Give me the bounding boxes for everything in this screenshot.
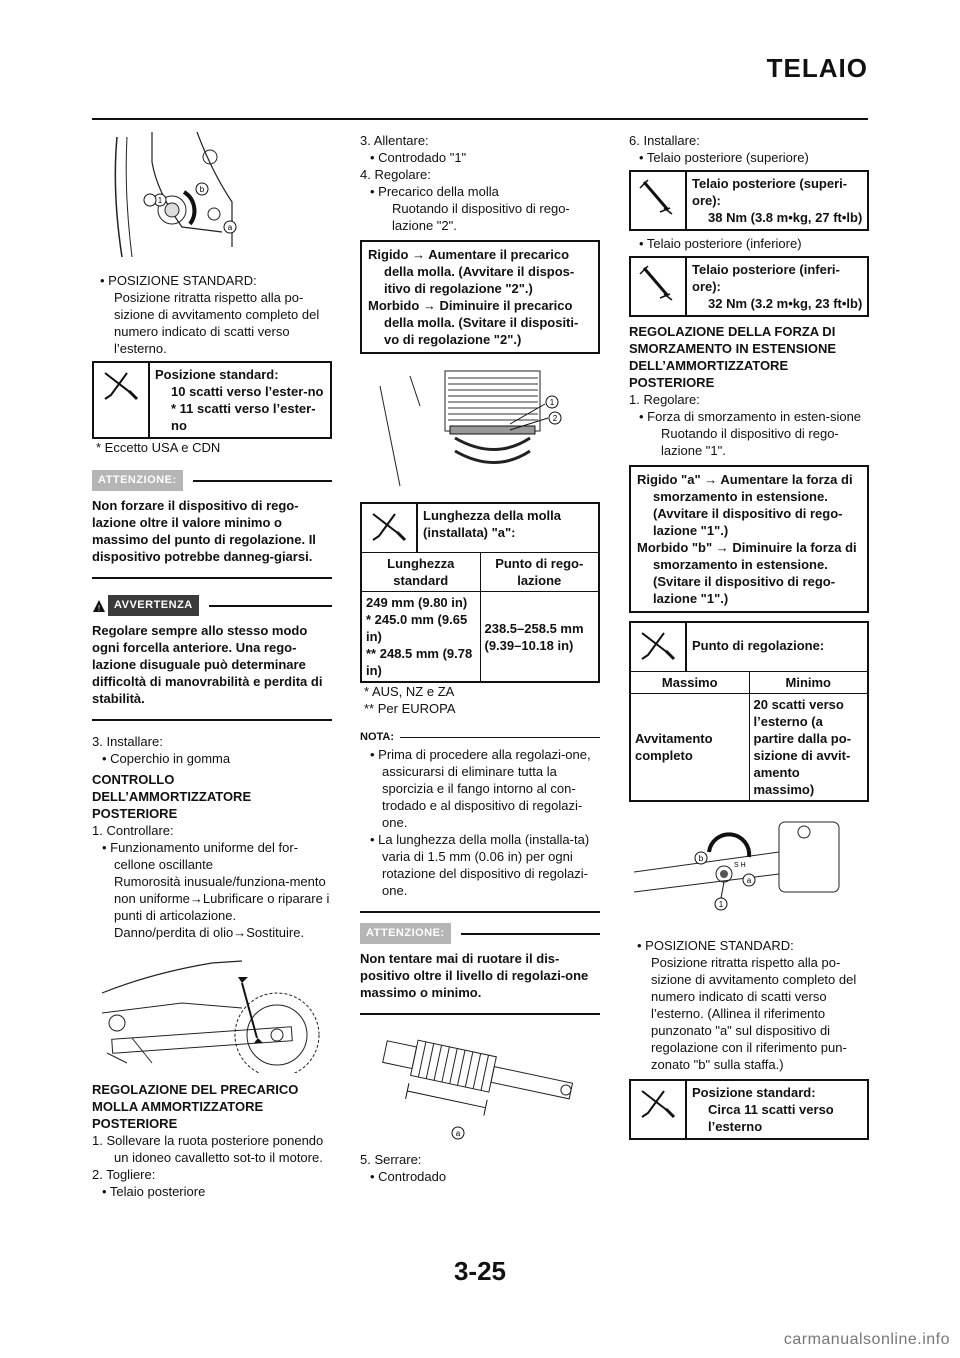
callout: a: [746, 876, 752, 885]
header-rule: [92, 118, 868, 120]
soft-label: Morbido "b": [637, 540, 713, 555]
page-number: 3-25: [453, 1256, 507, 1286]
table-header: Punto di rego-lazione: [480, 553, 598, 592]
warning-tag: AVVERTENZA: [108, 595, 199, 616]
wrench-icon: [362, 504, 418, 552]
soft-text: Diminuire la forza di smorzamento in estensione. (Svitare il dispositivo di rego-lazione "1".): [653, 540, 857, 606]
step-install-item: • Telaio posteriore (superiore): [639, 150, 809, 165]
illustration-shock-spring: [360, 366, 580, 496]
table-header: Lunghezza standard: [362, 553, 480, 592]
step-loosen-item: • Controdado "1": [370, 150, 467, 165]
arrow-icon: →: [189, 891, 203, 906]
check-remedy-2: Sostituire.: [246, 925, 305, 940]
step-loosen: 3. Allentare:: [360, 133, 429, 148]
spec-label: Lunghezza della molla (installata) "a":: [423, 508, 561, 540]
check-condition-2: Danno/perdita di olio: [114, 925, 234, 940]
wrench-icon: [94, 363, 150, 437]
callout: b: [698, 854, 704, 863]
callout: b: [199, 185, 205, 194]
svg-text:!: !: [97, 603, 101, 613]
illustration-front-fork-adjuster: [92, 132, 242, 262]
torque-wrench-icon: [631, 172, 687, 229]
spring-length-table: [362, 553, 598, 681]
callout: 1: [718, 900, 724, 909]
step-tighten-item: • Controdado: [370, 1169, 447, 1184]
arrow-icon: →: [412, 247, 426, 262]
table-header: Massimo: [631, 672, 749, 694]
attention-tag: ATTENZIONE:: [92, 470, 183, 491]
soft-label: Morbido: [368, 298, 420, 313]
wrench-icon: [631, 1081, 687, 1138]
spec-box-standard-position: [629, 1079, 869, 1140]
section-heading-rebound-damping: REGOLAZIONE DELLA FORZA DI SMORZAMENTO IN ESTENSIONE DELL’AMMORTIZZATORE POSTERIORE: [629, 324, 837, 390]
spec-footnote: * Eccetto USA e CDN: [96, 440, 221, 455]
arrow-icon: →: [422, 298, 436, 313]
preload-adjustment-box: [360, 240, 600, 354]
note-item: • La lunghezza della molla (installa-ta) varia di 1.5 mm (0.06 in) per ogni rotazione del dispositivo di regolazi-one.: [370, 832, 590, 898]
arrow-icon: →: [715, 540, 729, 555]
step-check-item: • Funzionamento uniforme del for-cellone oscillante: [102, 840, 299, 872]
warning-triangle-icon: [92, 599, 106, 613]
standard-position-text: Posizione ritratta rispetto alla po-sizione di avvitamento completo del numero indicato di scatti verso l’esterno. (Allinea il riferimento punzonato "a" sul dispositivo di regolazione con il riferimento pun-zonato "b" sulla staffa.): [651, 955, 857, 1072]
spec-box-upper-subframe: [629, 170, 869, 231]
step-remove: 2. Togliere:: [92, 1167, 156, 1182]
step-lift-wheel: 1. Sollevare la ruota posteriore ponendo un idoneo cavalletto sot-to il motore.: [92, 1133, 324, 1165]
soft-text: Diminuire il precarico della molla. (Svitare il dispositi-vo di regolazione "2".): [384, 298, 579, 347]
spec-box-spring-length: [360, 502, 600, 683]
table-cell: Avvitamento completo: [631, 694, 749, 801]
torque-wrench-icon: [631, 258, 687, 315]
spec-label: Telaio posteriore (inferi-ore):: [692, 262, 840, 294]
stiff-label: Rigido "a": [637, 472, 701, 487]
step-adjust-item: • Precarico della molla: [370, 184, 499, 199]
table-cell: 238.5–258.5 mm (9.39–10.18 in): [480, 592, 598, 682]
table-header: Minimo: [749, 672, 867, 694]
callout: 1: [549, 398, 555, 407]
step-adjust: 4. Regolare:: [360, 167, 431, 182]
step-adjust-item: • Forza di smorzamento in esten-sione: [639, 409, 862, 424]
step-remove-item: • Telaio posteriore: [102, 1184, 206, 1199]
arrow-icon: →: [233, 925, 247, 940]
step-install: 3. Installare:: [92, 734, 163, 749]
attention-text: Non tentare mai di ruotare il dis-positivo oltre il livello di regolazi-one massimo o minimo.: [360, 950, 600, 1015]
check-condition-1: Rumorosità inusuale/funziona-mento non uniforme: [114, 874, 326, 906]
step-adjust: 1. Regolare:: [629, 392, 700, 407]
illustration-shock-absorber: [360, 1035, 590, 1145]
table-cell: 20 scatti verso l’esterno (a partire dalla po-sizione di avvit-amento massimo): [749, 694, 867, 801]
warning-header: [92, 595, 332, 616]
stamp-mark: S H: [734, 862, 746, 869]
arrow-icon: →: [704, 472, 718, 487]
spec-footnote: * AUS, NZ e ZA: [364, 684, 455, 699]
illustration-rebound-adjuster: [629, 812, 859, 937]
note-label: NOTA:: [360, 731, 395, 743]
callout: 2: [552, 414, 558, 423]
standard-position-bullet: • POSIZIONE STANDARD:: [100, 273, 257, 288]
check-remedy-1: Lubrificare o riparare i punti di articolazione.: [114, 891, 330, 923]
callout: 1: [157, 196, 163, 205]
section-heading-check-shock: CONTROLLO DELL’AMMORTIZZATORE POSTERIORE: [92, 772, 252, 821]
rebound-adjustment-box: [629, 465, 869, 613]
stiff-label: Rigido: [368, 247, 409, 262]
step-adjust-text: Ruotando il dispositivo di rego-lazione "1".: [661, 426, 839, 458]
column-2: [360, 132, 600, 1185]
spec-footnote: ** Per EUROPA: [364, 701, 456, 716]
callout: a: [455, 1129, 461, 1138]
stiff-text: Aumentare il precarico della molla. (Avvitare il dispos-itivo di regolazione "2".): [384, 247, 575, 296]
spec-value-alt: * 11 scatti verso l’ester-no: [171, 401, 316, 433]
table-cell: 249 mm (9.80 in) * 245.0 mm (9.65 in) ** 248.5 mm (9.78 in): [362, 592, 480, 682]
spec-label: Telaio posteriore (superi-ore):: [692, 176, 848, 208]
step-check: 1. Controllare:: [92, 823, 174, 838]
standard-position-bullet: • POSIZIONE STANDARD:: [637, 938, 794, 953]
callout: a: [227, 223, 233, 232]
spec-value: 10 scatti verso l’ester-no: [171, 384, 324, 399]
note-item: • Prima di procedere alla regolazi-one, assicurarsi di eliminare tutta la sporcizia e il fango intorno al con-trodado e al dispositivo di regolazi-one.: [370, 747, 591, 830]
adjustment-point-table: [631, 672, 867, 800]
spec-value: Circa 11 scatti verso l’esterno: [708, 1102, 834, 1134]
warning-text: Regolare sempre allo stesso modo ogni forcella anteriore. Una rego-lazione disuguale può determinare difficoltà di manovrabilità e perdita di stabilità.: [92, 622, 332, 721]
illustration-swingarm: [92, 953, 332, 1073]
attention-tag: ATTENZIONE:: [360, 923, 451, 944]
attention-header: [92, 470, 332, 491]
watermark: carmanualsonline.info: [783, 1331, 950, 1348]
step-install: 6. Installare:: [629, 133, 700, 148]
spec-box-standard-position: [92, 361, 332, 439]
spec-label: Punto di regolazione:: [692, 638, 825, 653]
note-header: [360, 729, 600, 746]
spec-label: Posizione standard:: [155, 367, 279, 382]
step-install-item: • Coperchio in gomma: [102, 751, 231, 766]
spec-value: 32 Nm (3.2 m•kg, 23 ft•lb): [708, 296, 863, 311]
spec-box-adjustment-point: [629, 621, 869, 802]
spec-box-lower-subframe: [629, 256, 869, 317]
spec-label: Posizione standard:: [692, 1085, 816, 1100]
step-install-item: • Telaio posteriore (inferiore): [639, 236, 802, 251]
standard-position-text: Posizione ritratta rispetto alla po-sizione di avvitamento completo del numero indicato di scatti verso l’esterno.: [114, 290, 320, 356]
attention-text: Non forzare il dispositivo di rego-lazione oltre il valore minimo o massimo del punto di regolazione. Il dispositivo potrebbe danneg-giarsi.: [92, 497, 332, 579]
step-adjust-text: Ruotando il dispositivo di rego-lazione "2".: [392, 201, 570, 233]
column-1: [92, 132, 332, 1200]
section-heading-spring-preload: REGOLAZIONE DEL PRECARICO MOLLA AMMORTIZZATORE POSTERIORE: [92, 1082, 299, 1131]
attention-header: [360, 923, 600, 944]
stiff-text: Aumentare la forza di smorzamento in estensione. (Avvitare il dispositivo di rego-lazione "1".): [653, 472, 853, 538]
page-title: TELAIO: [766, 53, 868, 83]
step-tighten: 5. Serrare:: [360, 1152, 422, 1167]
wrench-icon: [631, 623, 687, 671]
column-3: [629, 132, 869, 1140]
spec-value: 38 Nm (3.8 m•kg, 27 ft•lb): [708, 210, 863, 225]
